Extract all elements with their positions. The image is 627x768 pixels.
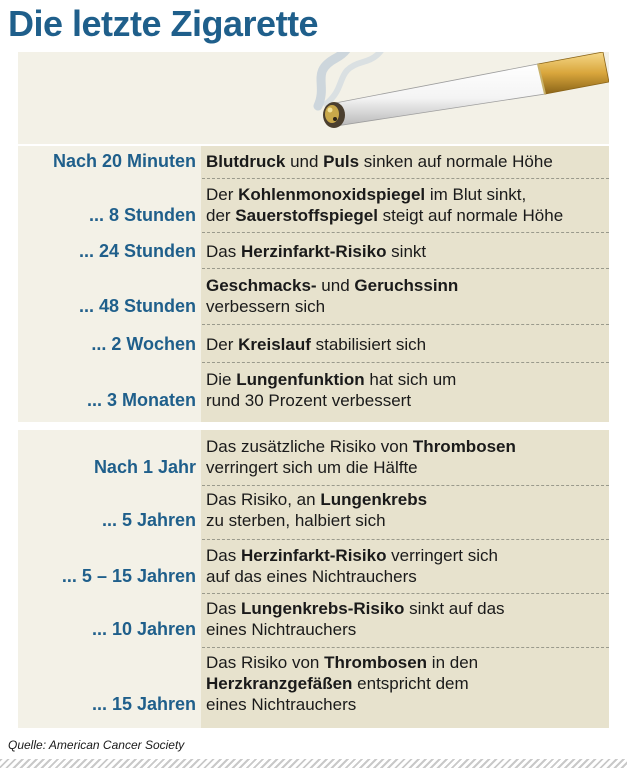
cigarette-icon <box>18 52 609 144</box>
description-line <box>206 510 606 531</box>
effect-description <box>206 184 606 226</box>
description-line <box>206 457 606 478</box>
description-text: eines Nichtrauchers <box>206 695 357 714</box>
description-line <box>206 369 606 390</box>
description-line <box>206 151 606 172</box>
row-separator <box>202 324 609 325</box>
description-text: steigt auf normale Höhe <box>377 206 564 225</box>
time-label: ... 24 Stunden <box>78 241 196 261</box>
effect-description <box>206 436 606 478</box>
description-line <box>206 619 606 640</box>
description-line <box>206 241 606 262</box>
emphasized-term: Blutdruck <box>206 152 286 171</box>
description-text: hat sich um <box>364 370 457 389</box>
time-label: ... 15 Jahren <box>91 694 196 714</box>
timeline-row <box>0 149 627 172</box>
row-separator <box>202 178 609 179</box>
description-text: der <box>206 206 236 225</box>
timeline-row <box>0 434 627 478</box>
row-separator <box>202 485 609 486</box>
description-text: Das zusätzliche Risiko von <box>206 437 413 456</box>
description-text: Das <box>206 599 241 618</box>
illustration-panel <box>18 52 609 144</box>
emphasized-term: Sauerstoffspiegel <box>235 206 378 225</box>
time-label: ... 5 – 15 Jahren <box>61 566 196 586</box>
description-text: Das Risiko, an <box>206 490 321 509</box>
timeline-row <box>0 182 627 226</box>
emphasized-term: Puls <box>323 152 360 171</box>
effect-description <box>206 275 606 317</box>
description-line <box>206 436 606 457</box>
emphasized-term: Lungenfunktion <box>236 370 365 389</box>
emphasized-term: Lungenkrebs <box>320 490 428 509</box>
row-separator <box>202 539 609 540</box>
description-text: auf das eines Nichtrauchers <box>206 567 417 586</box>
emphasized-term: Geruchssinn <box>354 276 459 295</box>
time-label: ... 3 Monaten <box>86 390 196 410</box>
description-text: Der <box>206 185 239 204</box>
time-label: Nach 1 Jahr <box>93 457 196 477</box>
emphasized-term: Geschmacks- <box>206 276 317 295</box>
description-line <box>206 673 606 694</box>
description-line <box>206 652 606 673</box>
timeline-row <box>0 543 627 587</box>
row-separator <box>202 647 609 648</box>
description-text: verringert sich um die Hälfte <box>206 458 418 477</box>
description-line <box>206 205 606 226</box>
description-text: entspricht dem <box>352 674 469 693</box>
timeline-row <box>0 332 627 355</box>
description-text: rund 30 Prozent verbessert <box>206 391 412 410</box>
time-label: ... 10 Jahren <box>91 619 196 639</box>
description-text: stabilisiert sich <box>310 335 427 354</box>
emphasized-term: Herzkranzgefäßen <box>206 674 353 693</box>
effect-description <box>206 241 606 262</box>
emphasized-term: Kreislauf <box>238 335 311 354</box>
description-line <box>206 184 606 205</box>
row-separator <box>202 362 609 363</box>
description-line <box>206 334 606 355</box>
effect-description <box>206 334 606 355</box>
emphasized-term: Thrombosen <box>412 437 516 456</box>
description-line <box>206 598 606 619</box>
timeline-row <box>0 367 627 411</box>
row-separator <box>202 593 609 594</box>
description-line <box>206 694 606 715</box>
description-text: Das <box>206 546 241 565</box>
description-line <box>206 390 606 411</box>
time-label: ... 5 Jahren <box>101 510 196 530</box>
effect-description <box>206 151 606 172</box>
effect-description <box>206 598 606 640</box>
row-separator <box>202 268 609 269</box>
emphasized-term: Lungenkrebs-Risiko <box>240 599 405 618</box>
description-text: und <box>316 276 355 295</box>
description-text: Das Risiko von <box>206 653 325 672</box>
time-label: ... 2 Wochen <box>91 334 196 354</box>
description-text: im Blut sinkt, <box>425 185 527 204</box>
timeline-row <box>0 239 627 262</box>
description-text: verbessern sich <box>206 297 326 316</box>
time-label: ... 48 Stunden <box>78 296 196 316</box>
description-text: sinkt auf das <box>404 599 505 618</box>
emphasized-term: Thrombosen <box>324 653 428 672</box>
footer-stripe <box>0 759 627 768</box>
emphasized-term: Kohlenmonoxidspiegel <box>238 185 426 204</box>
description-line <box>206 275 606 296</box>
description-line <box>206 296 606 317</box>
timeline-row <box>0 650 627 715</box>
description-text: Das <box>206 242 241 261</box>
timeline-row <box>0 273 627 317</box>
effect-description <box>206 489 606 531</box>
source-note: Quelle: American Cancer Society <box>8 738 185 752</box>
description-line <box>206 566 606 587</box>
timeline-row <box>0 487 627 531</box>
emphasized-term: Herzinfarkt-Risiko <box>240 546 387 565</box>
page-title: Die letzte Zigarette <box>8 3 319 44</box>
description-text: sinken auf normale Höhe <box>359 152 553 171</box>
description-text: sinkt <box>386 242 427 261</box>
description-text: und <box>285 152 324 171</box>
timeline-row <box>0 596 627 640</box>
time-label: Nach 20 Minuten <box>52 151 196 171</box>
description-text: zu sterben, halbiert sich <box>206 511 386 530</box>
description-line <box>206 545 606 566</box>
row-separator <box>202 232 609 233</box>
description-line <box>206 489 606 510</box>
effect-description <box>206 369 606 411</box>
description-text: eines Nichtrauchers <box>206 620 357 639</box>
effect-description <box>206 652 606 715</box>
description-text: verringert sich <box>386 546 498 565</box>
effect-description <box>206 545 606 587</box>
emphasized-term: Herzinfarkt-Risiko <box>240 242 387 261</box>
description-text: Der <box>206 335 239 354</box>
description-text: Die <box>206 370 237 389</box>
description-text: in den <box>427 653 479 672</box>
time-label: ... 8 Stunden <box>88 205 196 225</box>
